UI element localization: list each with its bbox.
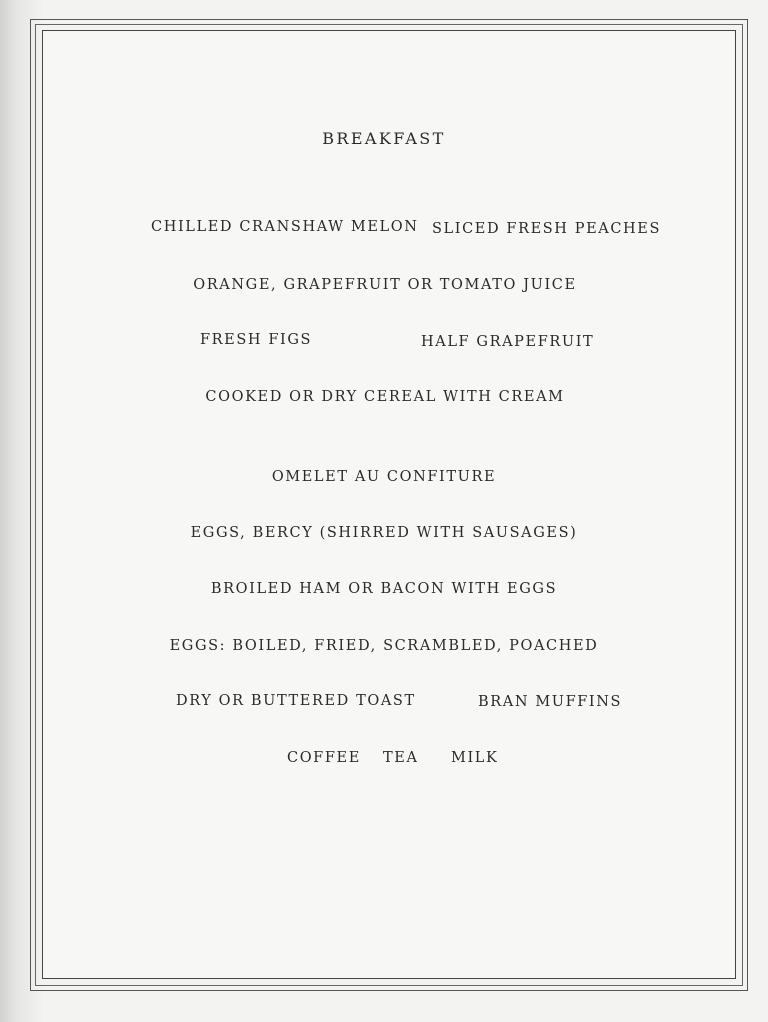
menu-item-half-grapefruit: HALF GRAPEFRUIT xyxy=(421,334,595,350)
menu-item-sliced-peaches: SLICED FRESH PEACHES xyxy=(432,221,662,237)
menu-title: BREAKFAST xyxy=(322,129,446,148)
menu-item-omelet: OMELET AU CONFITURE xyxy=(271,469,497,485)
menu-item-milk: MILK xyxy=(451,750,499,766)
menu-item-eggs-styles: EGGS: BOILED, FRIED, SCRAMBLED, POACHED xyxy=(169,638,599,654)
menu-item-bran-muffins: BRAN MUFFINS xyxy=(478,694,623,710)
menu-item-tea: TEA xyxy=(383,750,419,766)
menu-item-cranshaw-melon: CHILLED CRANSHAW MELON xyxy=(151,219,419,235)
menu-item-fresh-figs: FRESH FIGS xyxy=(200,332,313,348)
menu-item-toast: DRY OR BUTTERED TOAST xyxy=(176,693,416,709)
menu-item-cereal: COOKED OR DRY CEREAL WITH CREAM xyxy=(205,389,565,405)
menu-item-ham-bacon: BROILED HAM OR BACON WITH EGGS xyxy=(210,581,558,597)
menu-item-juices: ORANGE, GRAPEFRUIT OR TOMATO JUICE xyxy=(193,277,577,293)
menu-item-coffee: COFFEE xyxy=(287,750,361,766)
menu-item-eggs-bercy: EGGS, BERCY (SHIRRED WITH SAUSAGES) xyxy=(190,525,578,541)
